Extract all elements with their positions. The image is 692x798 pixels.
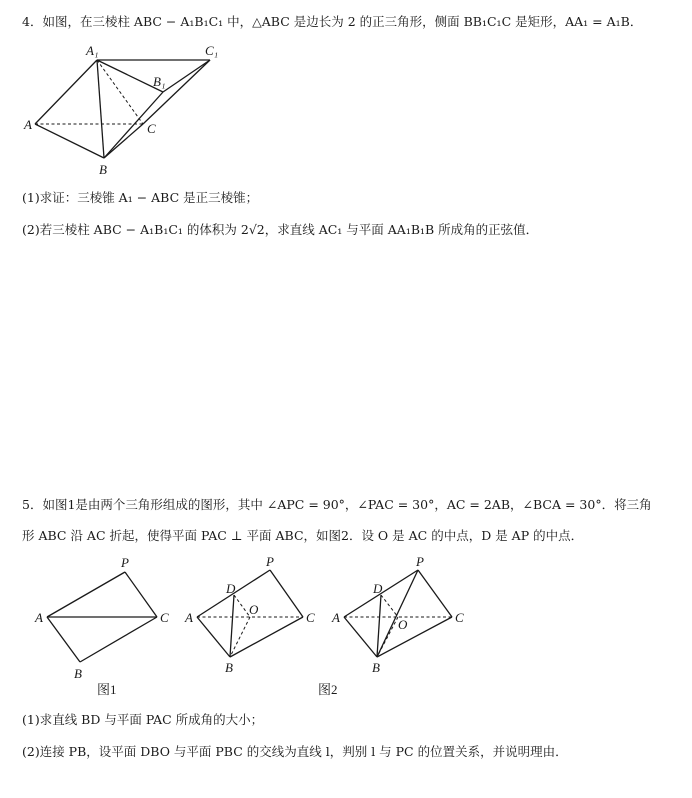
label-B: B xyxy=(99,162,107,177)
figure-1-caption: 图1 xyxy=(97,682,117,697)
fig1-label-B: B xyxy=(74,666,82,681)
fig2a-label-P: P xyxy=(266,554,274,569)
fig1-label-C: C xyxy=(160,610,169,625)
problem-5-stem-line-1: 5．如图1是由两个三角形组成的图形，其中 ∠APC = 90°，∠PAC = 30°，AC = 2AB，∠BCA = 30°．将三角 xyxy=(22,497,652,512)
label-B1: B₁ xyxy=(153,74,166,89)
fig2b-label-P: P xyxy=(416,554,424,569)
fig2a-label-O: O xyxy=(249,602,259,617)
fig2b-label-A: A xyxy=(332,610,340,625)
problem-4-question-2: (2)若三棱柱 ABC − A₁B₁C₁ 的体积为 2√2，求直线 AC₁ 与平面 AA₁B₁B 所成角的正弦值． xyxy=(22,222,539,237)
problem-5-question-2: (2)连接 PB，设平面 DBO 与平面 PBC 的交线为直线 l，判别 l 与 PC 的位置关系，并说明理由． xyxy=(22,744,568,759)
problem-5-stem-line-2: 形 ABC 沿 AC 折起，使得平面 PAC ⊥ 平面 ABC，如图2．设 O 是 AC 的中点，D 是 AP 的中点． xyxy=(22,528,584,543)
label-A: A xyxy=(24,117,32,132)
problem-4-question-1: (1)求证：三棱锥 A₁ − ABC 是正三棱锥； xyxy=(22,190,259,205)
label-C1: C₁ xyxy=(205,43,219,58)
fig2a-label-C: C xyxy=(306,610,315,625)
fig1-label-P: P xyxy=(121,555,129,570)
fig2b-label-O: O xyxy=(398,617,408,632)
fig1-label-A: A xyxy=(35,610,43,625)
fig2b-label-D: D xyxy=(373,581,383,596)
fig2b-label-B: B xyxy=(372,660,380,675)
fig2a-label-A: A xyxy=(185,610,193,625)
fig2b-label-C: C xyxy=(455,610,464,625)
figure-2-caption: 图2 xyxy=(318,682,338,697)
problem-4-stem: 4．如图，在三棱柱 ABC − A₁B₁C₁ 中，△ABC 是边长为 2 的正三角形，侧面 BB₁C₁C 是矩形，AA₁ = A₁B． xyxy=(22,14,643,29)
label-C: C xyxy=(147,121,156,136)
fig2a-label-B: B xyxy=(225,660,233,675)
problem-5-question-1: (1)求直线 BD 与平面 PAC 所成角的大小； xyxy=(22,712,264,727)
fig2a-label-D: D xyxy=(226,581,236,596)
label-A1: A₁ xyxy=(86,43,99,58)
